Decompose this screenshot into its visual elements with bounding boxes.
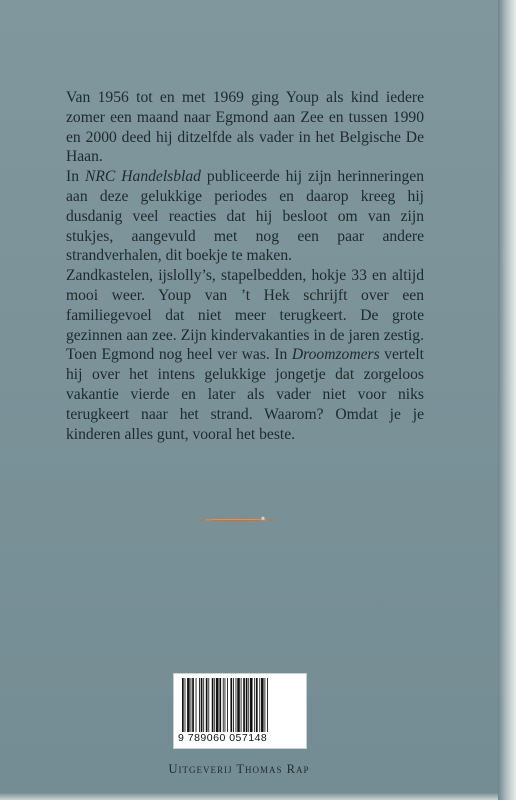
book-edge-right [498, 0, 516, 800]
barcode-bar [199, 678, 200, 732]
barcode-bar [237, 678, 240, 732]
barcode-bar [261, 678, 264, 732]
barcode-bar [208, 678, 209, 732]
book-title: Droomzomers [291, 346, 380, 364]
blurb-paragraph-1 [66, 88, 424, 167]
blurb-paragraph-3-text: Zandkastelen, ijslolly’s, stapelbedden, hokje 33 en altijd mooi weer. Youp van ’t Hek schrijft over een familiegevoel dat niet meer terugkeert. De grote gezinnen aan zee. Zijn kindervakanties in de jaren zestig. Toen Egmond nog heel ver was. In [66, 267, 424, 364]
blurb-paragraph-3 [66, 266, 424, 444]
barcode-bar [246, 678, 248, 732]
barcode-bar [236, 678, 237, 732]
barcode-bar [196, 678, 197, 732]
barcode-bar [250, 678, 253, 732]
blurb-paragraph-2-lead: In [66, 168, 85, 186]
barcode-bar [248, 678, 249, 732]
blurb-paragraph-3-ending: vertelt hij over het intens gelukkige jongetje dat zorgeloos vakantie vierde en later als vader niet voor niks terugkeert naar het strand. Waarom? Omdat je je kinderen alles gunt, vooral het beste. [66, 346, 424, 443]
barcode-bar [216, 678, 219, 732]
barcode-bar [256, 678, 258, 732]
barcode-bar [185, 678, 186, 732]
barcode-bar [206, 678, 208, 732]
barcode-bar [243, 678, 245, 732]
barcode-bar [225, 678, 226, 732]
barcode-bar [241, 678, 242, 732]
barcode-bar [233, 678, 234, 732]
barcode-bar [201, 678, 203, 732]
barcode-bar [230, 678, 232, 732]
barcode-bar [219, 678, 221, 732]
newspaper-name: NRC Handelsblad [84, 168, 201, 186]
blurb-paragraph-1-text: Van 1956 tot en met 1969 ging Youp als kind iedere zomer een maand naar Egmond aan Zee en tussen 1990 en 2000 deed hij ditzelfde als vader in het Belgische De Haan. [66, 89, 424, 166]
barcode-bar [259, 678, 260, 732]
barcode-bar [227, 678, 228, 732]
barcode-bar [254, 678, 255, 732]
barcode-bar [223, 678, 224, 732]
barcode-bar [187, 678, 190, 732]
barcode-bar [192, 678, 194, 732]
blurb-paragraph-2-text: publiceerde hij zijn herinneringen aan deze gelukkige periodes en daarop kreeg hij dusdanig veel reacties dat hij besloot om van zijn stukjes, aangevuld met nog een paar andere strandverhalen, dit boekje te maken. [66, 168, 425, 265]
ornament-divider [191, 515, 281, 525]
barcode-bar [264, 678, 265, 732]
blurb-paragraph-2 [66, 167, 424, 266]
barcode-bar [191, 678, 192, 732]
barcode-bar [267, 678, 268, 732]
book-edge-bottom [0, 792, 498, 800]
barcode-bar [214, 678, 215, 732]
barcode-bar [203, 678, 204, 732]
back-cover-blurb [66, 88, 424, 444]
barcode-bar [182, 678, 184, 732]
isbn-number: 9 789060 057148 [178, 732, 268, 744]
publisher-name: Uitgeverij Thomas Rap [168, 762, 310, 776]
barcode-bar [212, 678, 214, 732]
barcode-bars [180, 678, 300, 732]
isbn-barcode [173, 673, 307, 749]
